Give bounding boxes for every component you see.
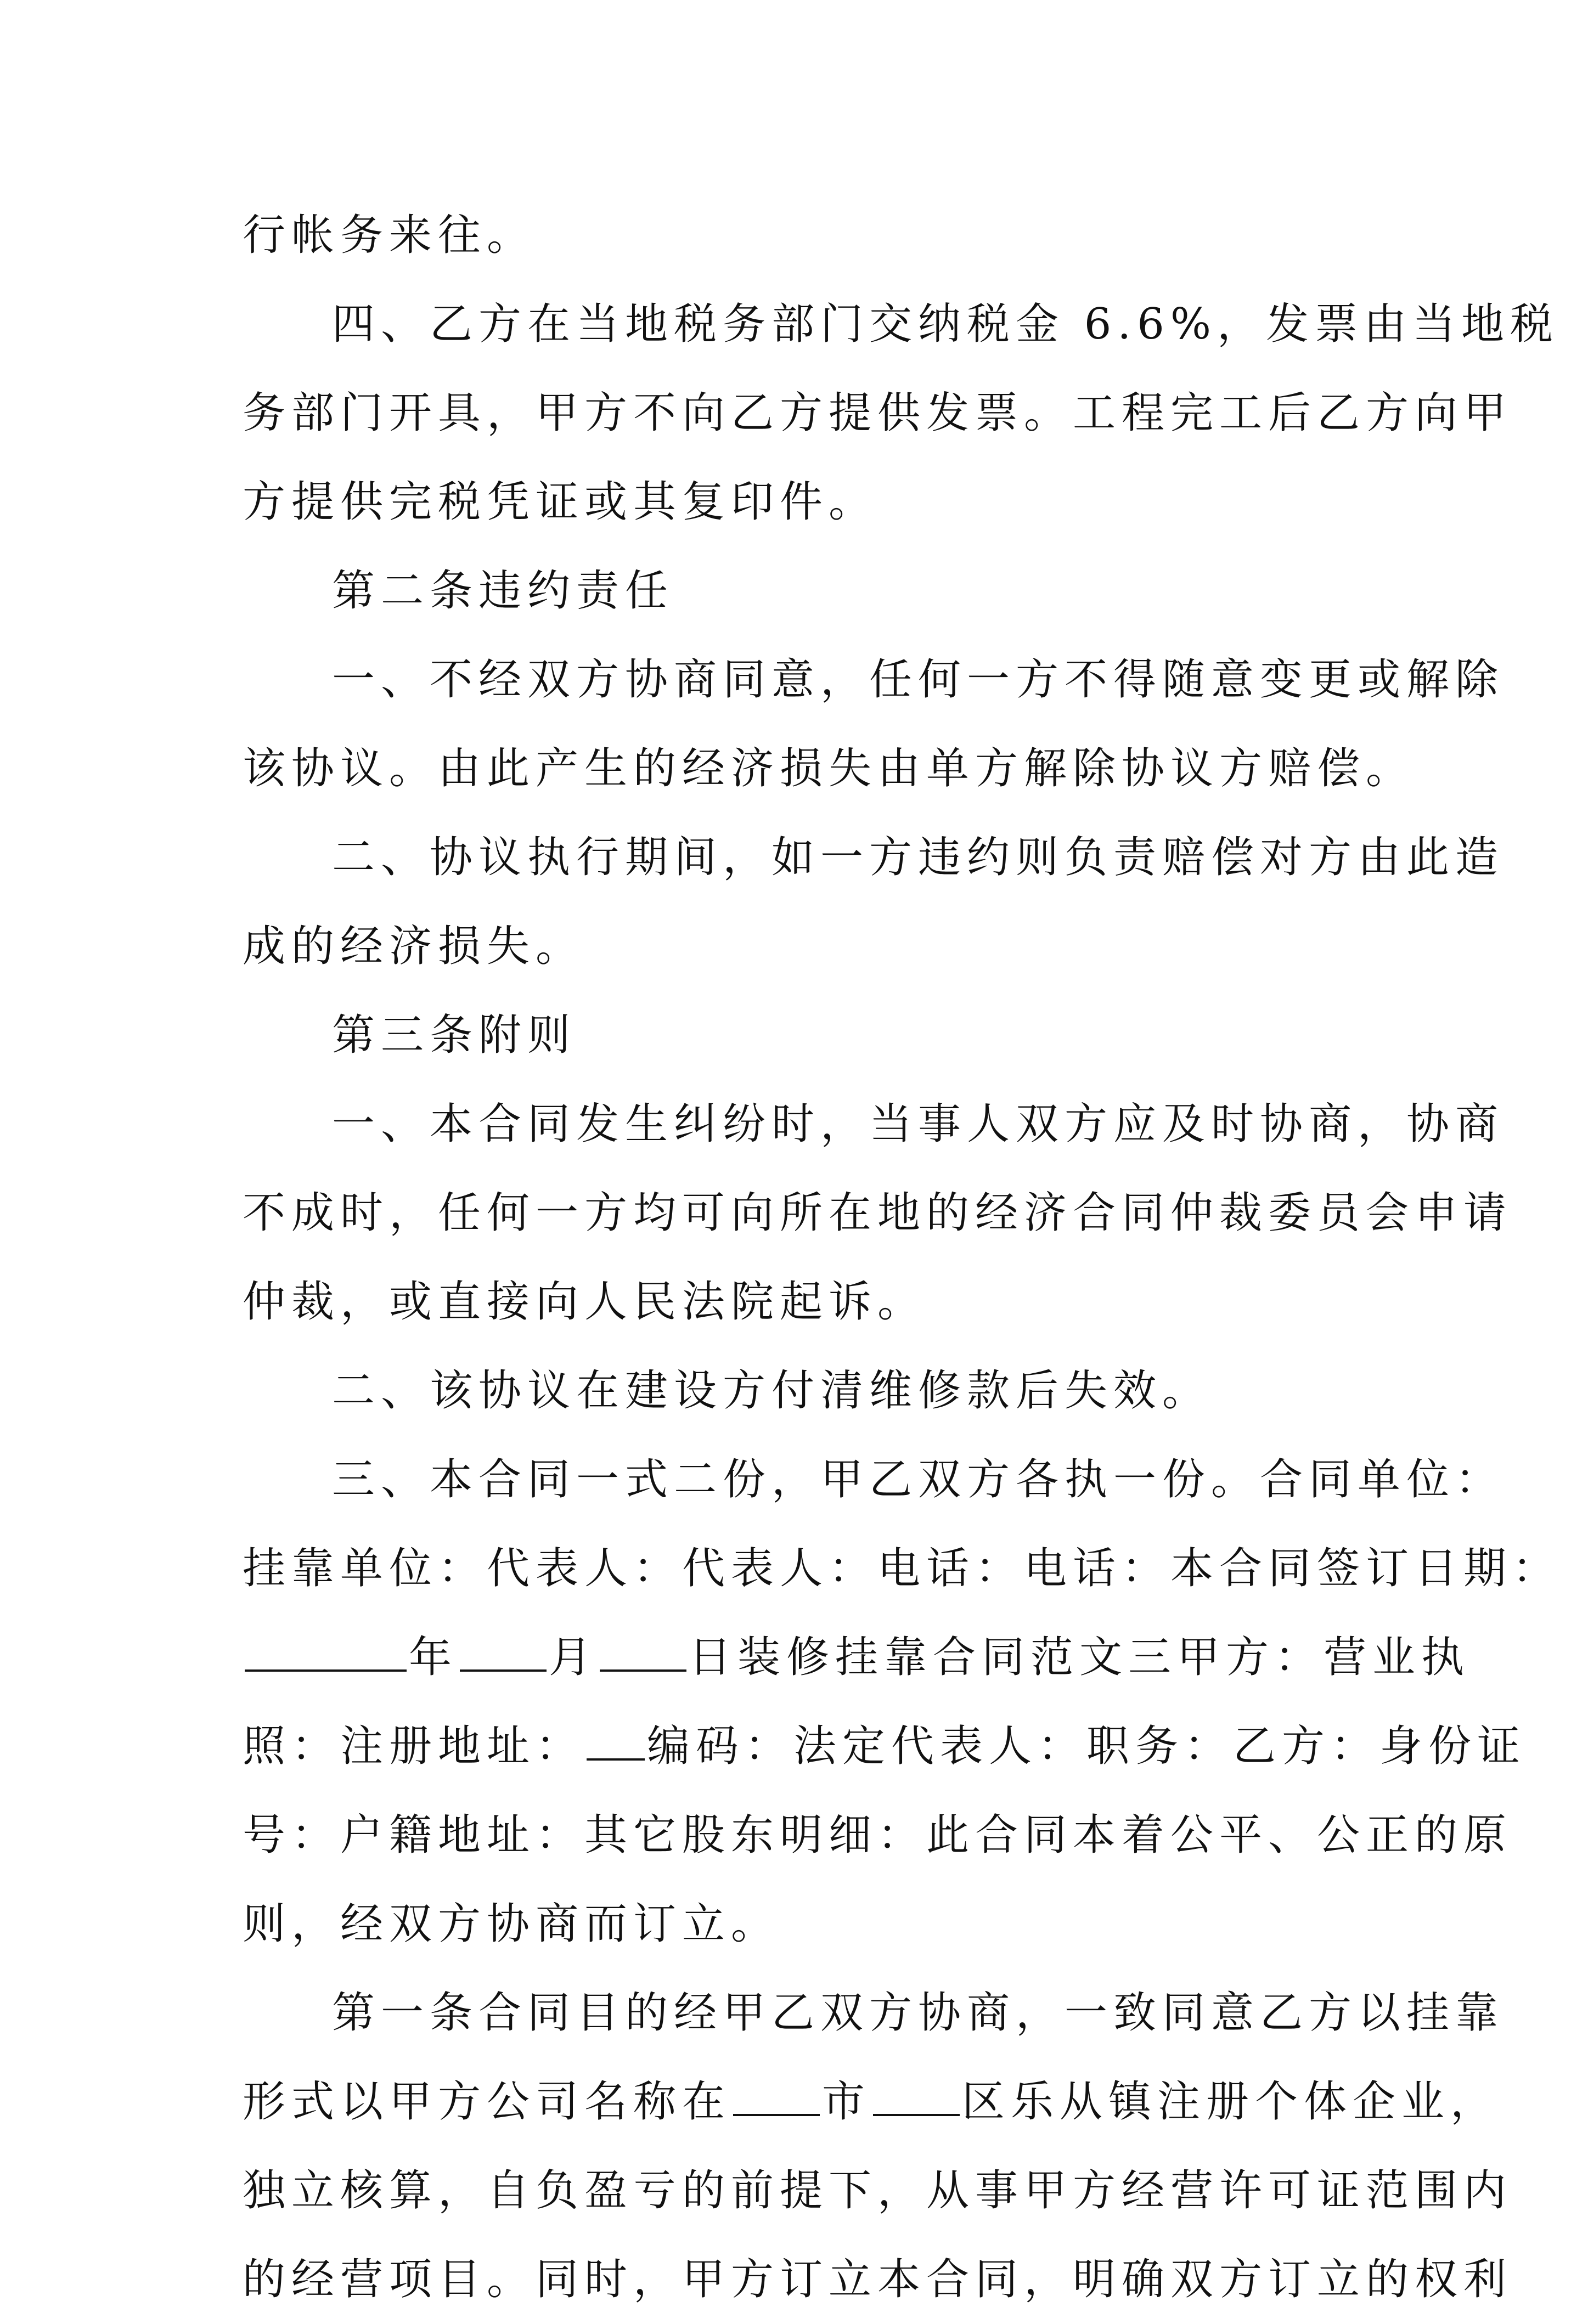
section-heading-breach: 第二条违约责任 bbox=[332, 566, 674, 616]
line-9: 成的经济损失。 bbox=[243, 922, 585, 971]
line-1: 行帐务来往。 bbox=[243, 211, 536, 260]
line-4: 方提供完税凭证或其复印件。 bbox=[243, 477, 878, 527]
location-line bbox=[243, 2057, 1500, 2146]
registration-after: 编码：法定代表人：职务：乙方：身份证 bbox=[647, 1722, 1527, 1771]
line-11: 一、本合同发生纠纷时，当事人双方应及时协商，协商 bbox=[332, 1099, 1505, 1149]
line-15: 三、本合同一式二份，甲乙双方各执一份。合同单位： bbox=[332, 1455, 1505, 1504]
line-3: 务部门开具，甲方不向乙方提供发票。工程完工后乙方向甲 bbox=[243, 388, 1513, 438]
line-16: 挂靠单位：代表人：代表人：电话：电话：本合同签订日期： bbox=[243, 1544, 1562, 1593]
month-blank bbox=[460, 1633, 547, 1672]
registration-line bbox=[243, 1702, 1527, 1791]
address-blank bbox=[587, 1722, 645, 1761]
month-label: 月 bbox=[549, 1633, 598, 1682]
date-line bbox=[243, 1613, 1471, 1702]
date-line-rest: 日装修挂靠合同范文三甲方：营业执 bbox=[689, 1633, 1471, 1682]
line-19: 号：户籍地址：其它股东明细：此合同本着公平、公正的原 bbox=[243, 1810, 1513, 1860]
line-7: 该协议。由此产生的经济损失由单方解除协议方赔偿。 bbox=[243, 744, 1415, 793]
location-after: 区乐从镇注册个体企业， bbox=[962, 2077, 1500, 2126]
year-blank bbox=[245, 1633, 407, 1672]
year-label: 年 bbox=[409, 1633, 458, 1682]
district-blank bbox=[873, 2078, 960, 2116]
section-heading-appendix: 第三条附则 bbox=[332, 1011, 577, 1060]
line-24: 的经营项目。同时，甲方订立本合同，明确双方订立的权利 bbox=[243, 2255, 1513, 2304]
line-21: 第一条合同目的经甲乙双方协商，一致同意乙方以挂靠 bbox=[332, 1988, 1505, 2038]
line-8: 二、协议执行期间，如一方违约则负责赔偿对方由此造 bbox=[332, 833, 1505, 882]
location-before: 形式以甲方公司名称在 bbox=[243, 2077, 731, 2126]
line-23: 独立核算，自负盈亏的前提下，从事甲方经营许可证范围内 bbox=[243, 2166, 1513, 2215]
day-blank bbox=[600, 1633, 686, 1672]
city-blank bbox=[733, 2078, 820, 2116]
line-20: 则，经双方协商而订立。 bbox=[243, 1899, 780, 1949]
line-12: 不成时，任何一方均可向所在地的经济合同仲裁委员会申请 bbox=[243, 1188, 1513, 1238]
document-body bbox=[243, 191, 1562, 2324]
line-6: 一、不经双方协商同意，任何一方不得随意变更或解除 bbox=[332, 655, 1505, 704]
city-label: 市 bbox=[822, 2077, 871, 2126]
line-2: 四、乙方在当地税务部门交纳税金 6.6%，发票由当地税 bbox=[332, 300, 1559, 349]
registration-before: 照：注册地址： bbox=[243, 1722, 585, 1771]
line-14: 二、该协议在建设方付清维修款后失效。 bbox=[332, 1366, 1212, 1415]
line-13: 仲裁，或直接向人民法院起诉。 bbox=[243, 1277, 927, 1327]
